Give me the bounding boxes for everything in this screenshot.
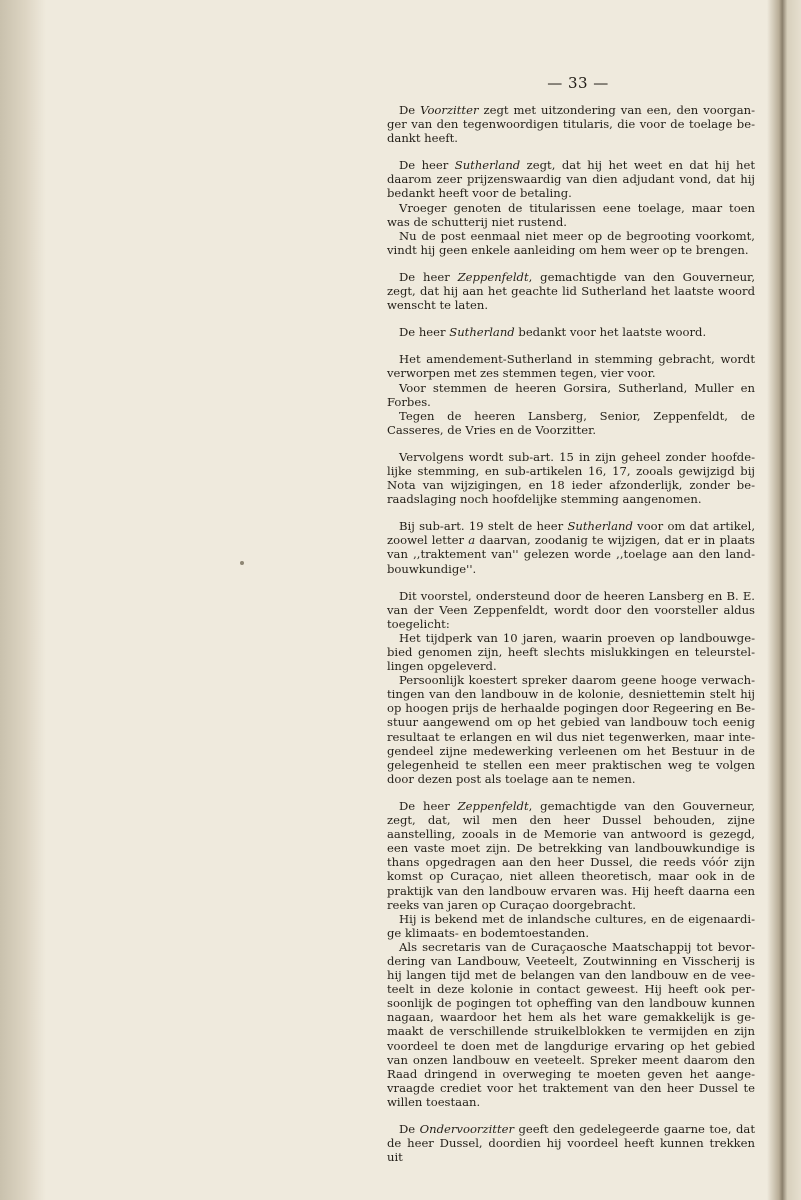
paragraph bbox=[387, 1122, 755, 1164]
speaker-name: Sutherland bbox=[454, 158, 521, 173]
paper-speck bbox=[240, 561, 244, 565]
paragraph-text: De heer bbox=[399, 325, 450, 340]
paragraph bbox=[387, 229, 755, 257]
paragraph-text: Vervolgens wordt sub-art. 15 in zijn geheel zonder hoofdelijke stemming, en sub-artikelen 16, 17, zooals gewijzigd bij Nota van wijzigingen, en 18 ieder afzonderlijk, zonder beraadslaging noch hoofdelijke stemming aangenomen. bbox=[387, 449, 755, 507]
page-number: — 33 — bbox=[547, 74, 609, 92]
speaker-name: Zeppenfeldt bbox=[457, 798, 529, 813]
speaker-name: Sutherland bbox=[567, 519, 633, 534]
paragraph bbox=[387, 352, 755, 380]
paragraph bbox=[387, 912, 755, 940]
paragraph bbox=[387, 519, 755, 575]
speaker-name: Ondervoorzitter bbox=[419, 1122, 515, 1136]
paragraph bbox=[387, 158, 755, 200]
paragraph-text: voor om dat artikel, zoowel letter bbox=[387, 519, 755, 548]
paragraph-text: Persoonlijk koestert spreker daarom geene hooge verwachtingen van den landbouw in de kolonie, desniettemin stelt hij op hoogen prijs de herhaalde pogingen door Regeering en Bestuur aangewend om op het gebied van landbouw toch eenig resultaat te erlangen en wil dus niet tegenwerken, maar integendeel zijne medewerking verleenen om het Bestuur in de gelegenheid te stellen een meer praktischen weg te volgen door dezen post als toelage aan te nemen. bbox=[387, 673, 755, 786]
body-text bbox=[387, 103, 755, 1177]
paragraph-text: zegt met uitzondering van een, den voorganger van den tegenwoordigen titularis, die voor de toelage bedankt heeft. bbox=[387, 103, 756, 146]
paragraph bbox=[387, 381, 755, 409]
paragraph bbox=[387, 631, 755, 673]
paragraph bbox=[387, 673, 755, 786]
paragraph-text: Tegen de heeren Lansberg, Senior, Zeppenfeldt, de Casseres, de Vries en de Voorzitter. bbox=[387, 408, 755, 437]
paragraph-text: Het tijdperk van 10 jaren, waarin proeven op landbouwgebied genomen zijn, heeft slechts mislukkingen en teleurstellingen opgeleverd. bbox=[387, 630, 755, 674]
paragraph-text: geeft den gedelegeerde gaarne toe, dat de heer Dussel, doordien hij voordeel heeft kunnen trekken uit bbox=[387, 1122, 756, 1165]
paragraph bbox=[387, 589, 755, 631]
paragraph-text: Als secretaris van de Curaçaosche Maatschappij tot bevordering van Landbouw, Veeteelt, Zoutwinning en Visscherij is hij langen tijd met de belangen van den landbouw en de veeteelt in deze kolonie in contact geweest. Hij heeft ook persoonlijk de pogingen tot opheffing van den landbouw kunnen nagaan, waardoor het hem als het ware gemakkelijk is gemaakt de verschillende struikelblokken te vermijden en zijn voordeel te doen met de langdurige ervaring op het gebied van onzen landbouw en veeteelt. Spreker meent daarom den Raad dringend in overweging te moeten geven het aangevraagde crediet voor het traktement van den heer Dussel te willen toestaan. bbox=[387, 939, 755, 1109]
paragraph-text: De heer bbox=[399, 269, 458, 284]
speaker-name: Voorzitter bbox=[420, 103, 479, 117]
paragraph-text: , gemachtigde van den Gouverneur, zegt, dat hij aan het geachte lid Sutherland het laatste woord wenscht te laten. bbox=[387, 269, 756, 313]
paragraph bbox=[387, 940, 755, 1109]
paragraph bbox=[387, 409, 755, 437]
paragraph-text: De heer bbox=[399, 798, 458, 813]
paragraph-text: Hij is bekend met de inlandsche cultures, en de eigenaardige klimaats- en bodemtoestanden. bbox=[387, 911, 755, 940]
scan-edge-shadow bbox=[0, 0, 46, 1200]
paragraph bbox=[387, 103, 755, 145]
paragraph-text: Nu de post eenmaal niet meer op de begrooting voorkomt, vindt hij geen enkele aanleiding om hem weer op te brengen. bbox=[387, 228, 755, 257]
paragraph-text: daarvan, zoodanig te wijzigen, dat er in plaats van ,,traktement van'' gelezen worde ,,toelage aan den landbouwkundige''. bbox=[387, 533, 756, 576]
paragraph-text: Vroeger genoten de titularissen eene toelage, maar toen was de schutterij niet rustend. bbox=[387, 200, 755, 229]
speaker-name: a bbox=[468, 533, 476, 548]
paragraph-text: De bbox=[399, 103, 421, 117]
speaker-name: Zeppenfeldt bbox=[457, 269, 529, 284]
paragraph bbox=[387, 270, 755, 312]
page-fold-edge bbox=[767, 0, 801, 1200]
paragraph bbox=[387, 799, 755, 912]
paragraph-text: Dit voorstel, ondersteund door de heeren Lansberg en B. E. van der Veen Zeppenfeldt, wordt door den voorsteller aldus toegelicht: bbox=[387, 588, 755, 631]
speaker-name: Sutherland bbox=[449, 325, 515, 340]
paragraph bbox=[387, 201, 755, 229]
paragraph-text: Bij sub-art. 19 stelt de heer bbox=[399, 519, 568, 534]
paragraph bbox=[387, 450, 755, 506]
paragraph-text: De heer bbox=[399, 158, 455, 173]
paragraph-text: De bbox=[399, 1122, 420, 1136]
paragraph-text: Het amendement-Sutherland in stemming gebracht, wordt verworpen met zes stemmen tegen, vier voor. bbox=[387, 352, 755, 381]
paragraph-text: , gemachtigde van den Gouverneur, zegt, dat, wil men den heer Dussel behouden, zijne aanstelling, zooals in de Memorie van antwoord is gezegd, een vaste moet zijn. De betrekking van landbouwkundige is thans opgedragen aan den heer Dussel, die reeds vóór zijn komst op Curaçao, niet alleen theoretisch, maar ook in de praktijk van den landbouw ervaren was. Hij heeft daarna een reeks van jaren op Curaçao doorgebracht. bbox=[387, 798, 756, 912]
paragraph-text: bedankt voor het laatste woord. bbox=[514, 325, 707, 340]
paragraph bbox=[387, 325, 755, 339]
paragraph-text: Voor stemmen de heeren Gorsira, Sutherland, Muller en Forbes. bbox=[387, 380, 755, 409]
paragraph-text: zegt, dat hij het weet en dat hij het daarom zeer prijzenswaardig van dien adjudant vond, dat hij bedankt heeft voor de betaling. bbox=[387, 158, 755, 201]
